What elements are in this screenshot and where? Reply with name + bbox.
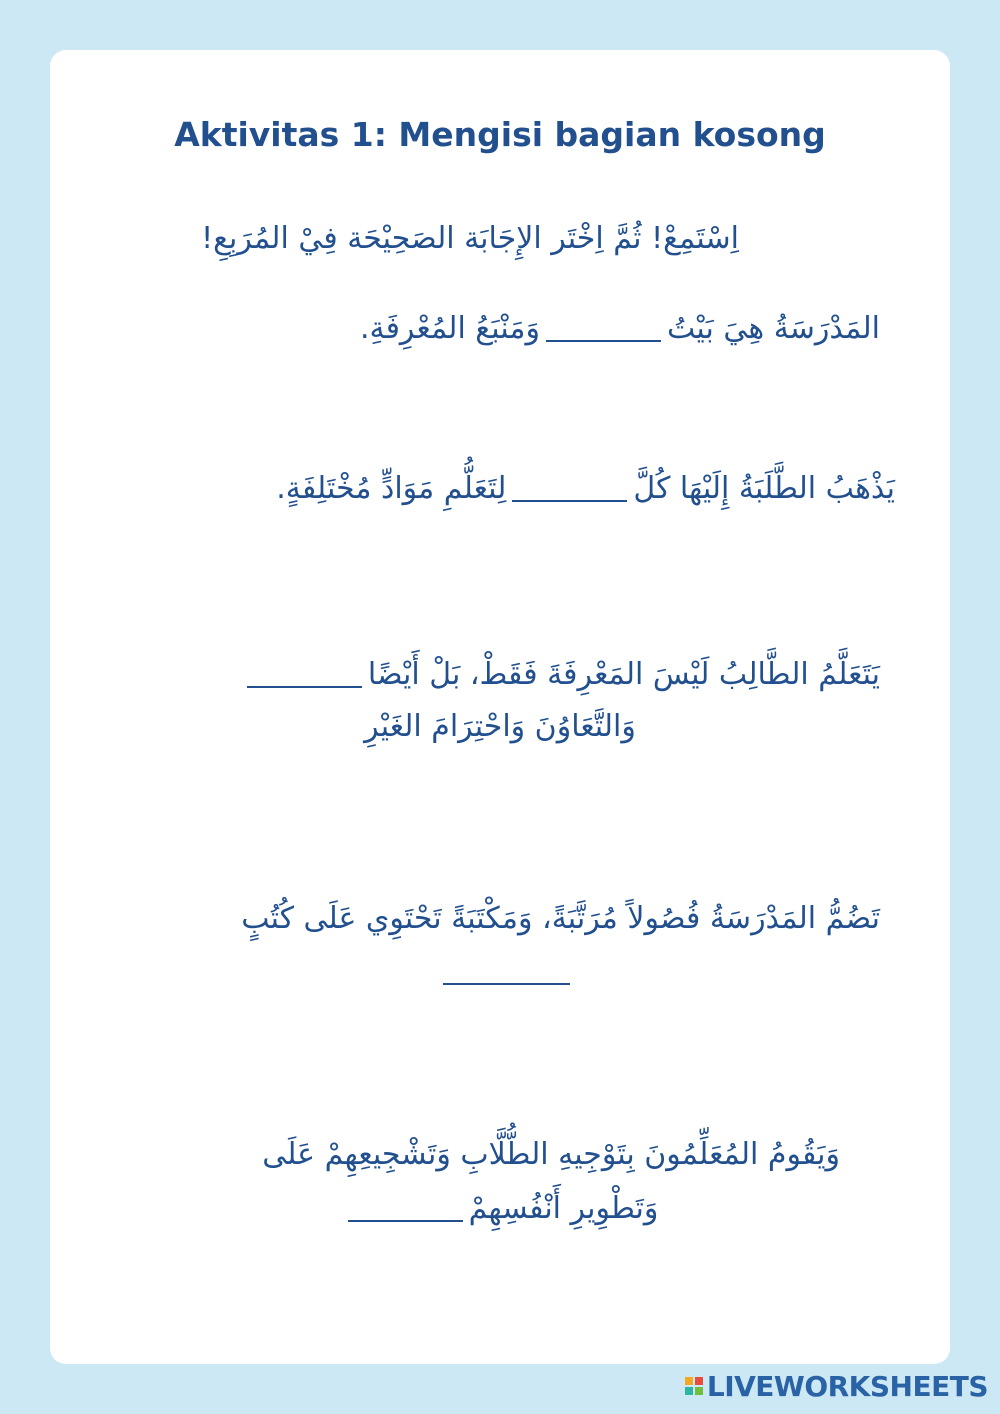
page-title: Aktivitas 1: Mengisi bagian kosong xyxy=(174,115,826,154)
liveworksheets-footer xyxy=(685,1366,988,1406)
logo-cell xyxy=(685,1377,693,1385)
question-5-line-2-text: وَتَطْوِيرِ أَنْفُسِهِمْ xyxy=(468,1191,659,1226)
question-3-line-2: وَالتَّعَاوُنَ وَاحْتِرَامَ الغَيْرِ xyxy=(364,709,636,744)
answer-blank-5[interactable] xyxy=(348,1198,463,1222)
answer-blank-1[interactable] xyxy=(546,318,661,342)
question-5: وَيَقُومُ المُعَلِّمُونَ بِتَوْجِيهِ الطُّلَّابِ وَتَشْجِيعِهِمْ عَلَى xyxy=(262,1137,840,1172)
question-1-before: المَدْرَسَةُ هِيَ بَيْتُ xyxy=(666,311,880,346)
question-2-before: يَذْهَبُ الطَّلَبَةُ إِلَيْهَا كُلَّ xyxy=(633,471,895,506)
question-3-before: يَتَعَلَّمُ الطَّالِبُ لَيْسَ المَعْرِفَةَ فَقَطْ، بَلْ أَيْضًا xyxy=(367,657,880,692)
question-5-line-2 xyxy=(250,1182,750,1236)
logo-cell xyxy=(695,1387,703,1395)
answer-blank-3[interactable] xyxy=(247,664,362,688)
answer-blank-4[interactable] xyxy=(443,983,570,985)
logo-cell xyxy=(685,1387,693,1395)
question-1 xyxy=(200,302,880,356)
question-4: تَضُمُّ المَدْرَسَةُ فُصُولاً مُرَتَّبَةً، وَمَكْتَبَةً تَحْتَوِي عَلَى كُتُبٍ xyxy=(241,901,880,936)
question-1-after: وَمَنْبَعُ المُعْرِفَةِ. xyxy=(359,311,540,346)
logo-cell xyxy=(695,1377,703,1385)
question-2 xyxy=(100,462,895,516)
instruction-text: اِسْتَمِعْ! ثُمَّ اِخْتَر الإِجَابَة الصَحِيْحَة فِيْ المُرَبِعِ! xyxy=(201,221,739,256)
question-2-after: لِتَعَلُّمِ مَوَادٍّ مُخْتَلِفَةٍ. xyxy=(276,471,507,506)
brand-name: LIVEWORKSHEETS xyxy=(706,1369,988,1403)
liveworksheets-logo-icon xyxy=(685,1377,703,1395)
question-3 xyxy=(100,648,880,702)
answer-blank-2[interactable] xyxy=(512,478,627,502)
